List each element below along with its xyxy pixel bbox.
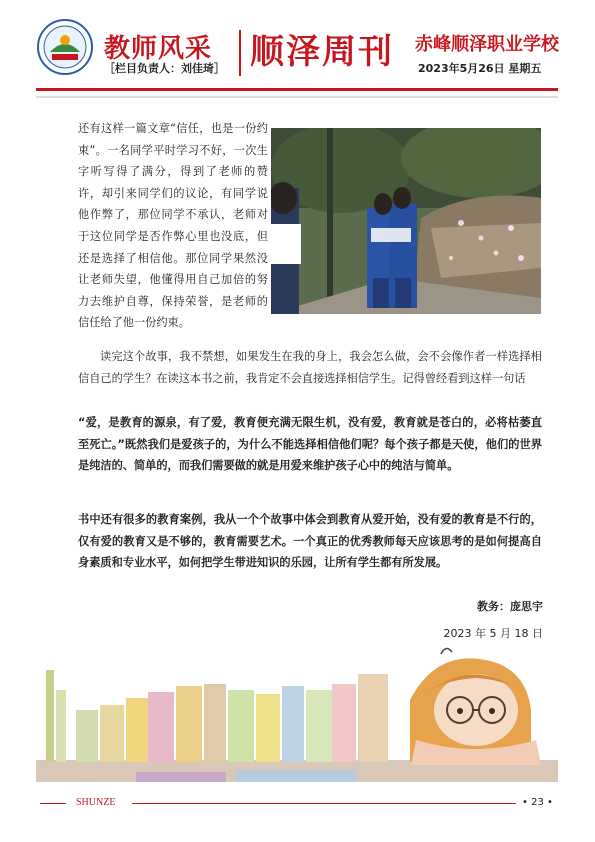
school-name: 赤峰顺泽职业学校 [415, 34, 559, 55]
header-divider [239, 30, 241, 76]
magazine-title: 顺泽周刊 [250, 32, 394, 72]
girl-with-books-illustration [36, 640, 558, 782]
header-subrule [36, 96, 558, 98]
header-rule [36, 88, 558, 91]
column-title: 教师风采 [104, 34, 213, 64]
students-hugging-photo [271, 128, 541, 314]
page-header [0, 0, 595, 100]
article-paragraph-1: 还有这样一篇文章“信任，也是一份约束”。一名同学平时学习不好，一次生字听写得了满分，得到了老师的赞许，却引来同学们的议论，有同学说他作弊了，那位同学不承认，老师对于这位同学是否作弊心里也没底，但还是选择了相信他。那位同学果然没让老师失望，他懂得用自己加倍的努力去维护自尊，保持荣誉，是老师的信任给了他一份约束。 [78, 122, 268, 330]
footer-rule-left [40, 803, 66, 804]
footer-rule-right [132, 803, 516, 804]
article-paragraph-2: 读完这个故事，我不禁想，如果发生在我的身上，我会怎么做，会不会像作者一样选择相信自己的学生？在读这本书之前，我肯定不会直接选择相信学生。记得曾经看到这样一句话 [78, 350, 542, 385]
issue-date: 2023年5月26日 星期五 [418, 62, 542, 75]
signed-date: 2023 年 5 月 18 日 [443, 627, 543, 640]
article-paragraph-quote: “爱，是教育的源泉，有了爱，教育便充满无限生机，没有爱，教育就是苍白的，必将枯萎直至死亡。”既然我们是爱孩子的，为什么不能选择相信他们呢？每个孩子都是天使，他们的世界是纯洁的、简单的，而我们需要做的就是用爱来维护孩子心中的纯洁与简单。 [78, 416, 542, 473]
page-number: • 23 • [522, 797, 553, 808]
column-editor: ［栏目负责人：刘佳琦］ [104, 62, 225, 75]
author-signature: 教务：庞思宇 [477, 600, 543, 613]
article-paragraph-4: 书中还有很多的教育案例，我从一个个故事中体会到教育从爱开始，没有爱的教育是不行的，仅有爱的教育又是不够的，教育需要艺术。一个真正的优秀教师每天应该思考的是如何提高自身素质和专业水平，如何把学生带进知识的乐园，让所有学生都有所发展。 [78, 513, 542, 570]
footer-brand: SHUNZE [76, 797, 116, 808]
school-logo [36, 18, 94, 76]
